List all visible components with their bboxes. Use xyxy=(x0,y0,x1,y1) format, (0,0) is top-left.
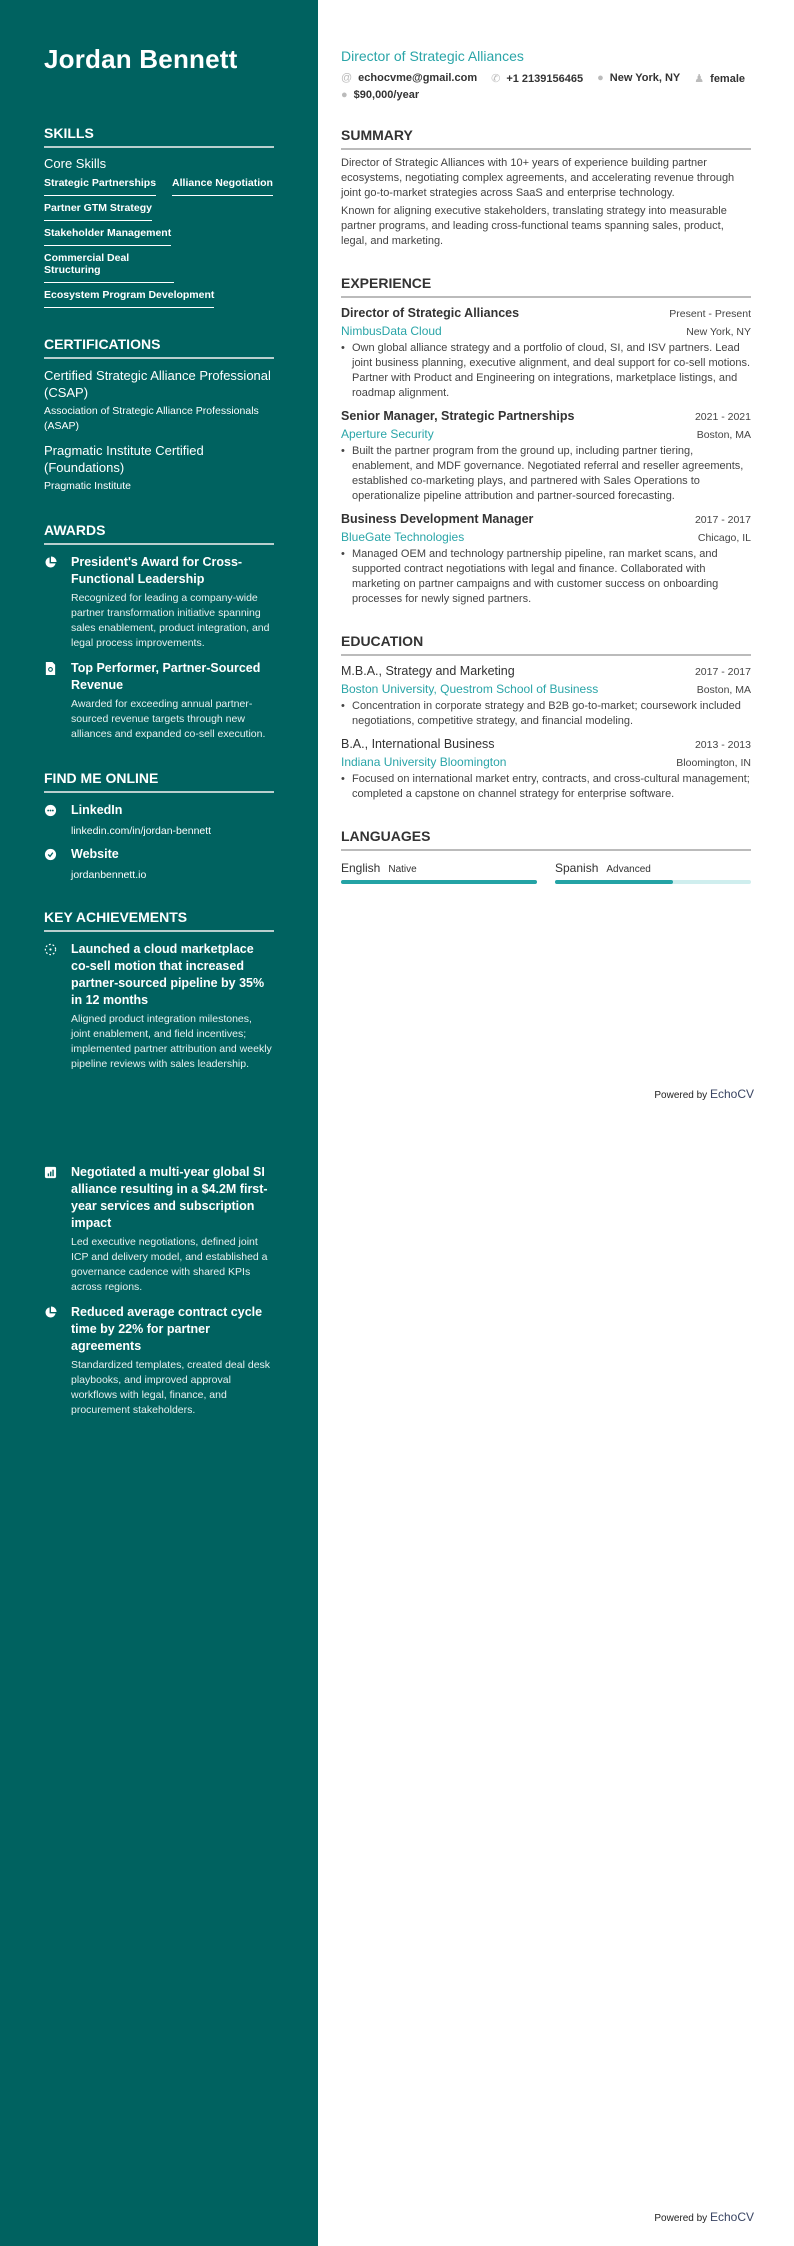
location: New York, NY xyxy=(609,72,681,84)
skills-heading: SKILLS xyxy=(44,125,274,148)
position-title: Director of Strategic Alliances xyxy=(341,306,520,320)
sidebar xyxy=(0,1123,318,2246)
language-item xyxy=(555,859,751,884)
person-icon: ♟ xyxy=(694,73,705,85)
experience-item xyxy=(341,401,751,504)
degree: B.A., International Business xyxy=(341,737,495,751)
pie-chart-icon xyxy=(44,1304,71,1418)
footer-brand[interactable]: EchoCV xyxy=(709,2210,754,2224)
phone-item xyxy=(491,72,583,85)
company-name: BlueGate Technologies xyxy=(341,530,465,544)
company-location: Boston, MA xyxy=(696,429,751,441)
location-item xyxy=(597,72,680,85)
experience-bullet: • Managed OEM and technology partnership pipeline, ran market scans, and supported contract negotiations with legal and finance. Collaborated with marketing on partner campaigns and with customer success on onboarding processes for newly signed partners. xyxy=(352,547,751,607)
achievement-item xyxy=(44,1164,274,1295)
dashed-circle-icon xyxy=(44,941,71,1072)
position-dates: Present - Present xyxy=(669,308,751,320)
footer-powered-by xyxy=(654,1087,754,1101)
email-item xyxy=(341,72,477,85)
achievement-description: Aligned product integration milestones, joint enablement, and field incentives; implemented partner attribution and weekly pipeline reviews with sales leadership. xyxy=(71,1013,272,1070)
footer-prefix: Powered by xyxy=(654,2213,708,2224)
certification-title: Certified Strategic Alliance Professional (CSAP) xyxy=(44,368,271,400)
email[interactable]: echocvme@gmail.com xyxy=(358,72,478,84)
sidebar xyxy=(0,0,318,1123)
language-proficiency-bar xyxy=(555,880,751,884)
school-name: Boston University, Questrom School of Business xyxy=(341,682,599,696)
skill-tag: Strategic Partnerships xyxy=(44,173,156,196)
skills-group: Core Skills xyxy=(44,156,107,171)
achievement-item xyxy=(44,1304,274,1418)
experience-heading: EXPERIENCE xyxy=(341,275,751,298)
language-proficiency-bar xyxy=(341,880,537,884)
languages-heading: LANGUAGES xyxy=(341,828,751,851)
salary-item xyxy=(341,89,419,101)
gender: female xyxy=(710,73,746,85)
award-description: Recognized for leading a company-wide partner transformation initiative spanning sales enablement, product integration, and legal process improvements. xyxy=(71,592,270,649)
position-dates: 2017 - 2017 xyxy=(694,514,751,526)
languages-list xyxy=(341,859,751,884)
company-location: Chicago, IL xyxy=(697,532,751,544)
education-bullet: • Concentration in corporate strategy and B2B go-to-market; coursework included negotiations, competitive strategy, and financial modeling. xyxy=(352,699,751,729)
achievement-title: Negotiated a multi-year global SI alliance resulting in a $4.2M first-year services and subscription impact xyxy=(71,1165,268,1230)
education-dates: 2013 - 2013 xyxy=(694,739,751,751)
school-location: Bloomington, IN xyxy=(676,757,751,769)
contact-info xyxy=(341,72,751,101)
key-achievements-heading: KEY ACHIEVEMENTS xyxy=(44,909,274,932)
position-title: Senior Manager, Strategic Partnerships xyxy=(341,409,575,423)
pie-chart-icon xyxy=(44,554,71,651)
certification-title: Pragmatic Institute Certified (Foundations) xyxy=(44,443,204,475)
experience-bullet: • Own global alliance strategy and a portfolio of cloud, SI, and ISV partners. Lead joint business planning, executive alignment, and deal support for co-sell motions. Partner with Product and Engineering on integrations, marketplace listings, and roadmap alignment. xyxy=(352,341,751,401)
award-item xyxy=(44,660,274,742)
phone: +1 2139156465 xyxy=(506,73,584,85)
school-name: Indiana University Bloomington xyxy=(341,755,507,769)
award-title: Top Performer, Partner-Sourced Revenue xyxy=(71,661,261,692)
money-icon: ● xyxy=(341,89,348,101)
achievement-description: Led executive negotiations, defined joint ICP and delivery model, and established a governance cadence with shared KPIs across regions. xyxy=(71,1236,268,1293)
company-name: NimbusData Cloud xyxy=(341,324,442,338)
summary-paragraph: Director of Strategic Alliances with 10+ years of experience building partner ecosystems, negotiating complex agreements, and accelerating revenue through joint go-to-market strategies across SaaS and enterprise technology. xyxy=(341,157,735,199)
education-bullet: • Focused on international market entry, contracts, and cross-cultural management; completed a capstone on channel strategy for enterprise software. xyxy=(352,772,751,802)
position-dates: 2021 - 2021 xyxy=(694,411,751,423)
online-item-linkedin xyxy=(44,802,274,837)
candidate-name: Jordan Bennett xyxy=(44,44,238,74)
page-2 xyxy=(0,1123,794,2246)
experience-item xyxy=(341,504,751,607)
online-label: LinkedIn xyxy=(71,803,123,817)
skill-tag: Stakeholder Management xyxy=(44,223,171,246)
language-name: Spanish xyxy=(555,861,599,875)
summary-paragraph: Known for aligning executive stakeholders, translating strategy into measurable partner programs, and leading cross-functional teams spanning sales, product, legal, and marketing. xyxy=(341,205,727,247)
online-label: Website xyxy=(71,847,119,861)
award-description: Awarded for exceeding annual partner-sourced revenue targets through new alliances and expanded co-sell execution. xyxy=(71,698,266,740)
at-icon: @ xyxy=(341,72,353,84)
main-content xyxy=(341,0,751,884)
experience-item xyxy=(341,298,751,401)
experience-bullet: • Built the partner program from the ground up, including partner tiering, enablement, and MDF governance. Negotiated referral and reseller agreements, established co-marketing plays, and partnered with Sales Operations to operationalize pipeline attribution and partner-sourced forecasting. xyxy=(352,444,751,504)
education-item xyxy=(341,729,751,802)
salary: $90,000/year xyxy=(353,89,420,101)
achievement-title: Launched a cloud marketplace co-sell motion that increased partner-sourced pipeline by 35% in 12 months xyxy=(71,942,265,1007)
award-item xyxy=(44,554,274,651)
bar-chart-icon xyxy=(44,1164,71,1295)
certification-issuer: Association of Strategic Alliance Professionals (ASAP) xyxy=(44,405,259,432)
phone-icon: ✆ xyxy=(491,73,501,85)
footer-brand[interactable]: EchoCV xyxy=(709,1087,754,1101)
linkedin-link[interactable]: linkedin.com/in/jordan-bennett xyxy=(71,825,212,837)
skill-tag: Partner GTM Strategy xyxy=(44,198,152,221)
company-name: Aperture Security xyxy=(341,427,434,441)
skills-list xyxy=(44,171,274,308)
language-level: Native xyxy=(388,864,417,875)
summary-heading: SUMMARY xyxy=(341,127,751,150)
education-dates: 2017 - 2017 xyxy=(694,666,751,678)
achievement-title: Reduced average contract cycle time by 22% for partner agreements xyxy=(71,1305,263,1353)
company-location: New York, NY xyxy=(686,326,751,338)
education-item xyxy=(341,656,751,729)
online-item-website xyxy=(44,846,274,881)
achievement-description: Standardized templates, created deal desk playbooks, and improved approval workflows with legal, finance, and procurement stakeholders. xyxy=(71,1359,271,1416)
language-item xyxy=(341,859,537,884)
skill-tag: Commercial Deal Structuring xyxy=(44,248,174,283)
language-proficiency-fill xyxy=(341,880,537,884)
education-heading: EDUCATION xyxy=(341,633,751,656)
footer-powered-by xyxy=(654,2210,754,2224)
certification-issuer: Pragmatic Institute xyxy=(44,480,131,492)
degree: M.B.A., Strategy and Marketing xyxy=(341,664,515,678)
check-circle-icon xyxy=(44,846,71,881)
skill-tag: Alliance Negotiation xyxy=(172,173,273,196)
position-title: Business Development Manager xyxy=(341,512,534,526)
chat-icon xyxy=(44,802,71,837)
skill-tag: Ecosystem Program Development xyxy=(44,285,214,308)
award-title: President's Award for Cross-Functional Leadership xyxy=(71,555,243,586)
footer-prefix: Powered by xyxy=(654,1090,708,1101)
language-level: Advanced xyxy=(606,864,651,875)
school-location: Boston, MA xyxy=(696,684,751,696)
find-me-online-heading: FIND ME ONLINE xyxy=(44,770,274,793)
awards-heading: AWARDS xyxy=(44,522,274,545)
document-search-icon xyxy=(44,660,71,742)
language-name: English xyxy=(341,861,381,875)
website-link[interactable]: jordanbennett.io xyxy=(71,869,147,881)
language-proficiency-fill xyxy=(555,880,673,884)
certifications-heading: CERTIFICATIONS xyxy=(44,336,274,359)
gender-item xyxy=(694,72,745,85)
job-title: Director of Strategic Alliances xyxy=(341,48,524,64)
achievement-item xyxy=(44,941,274,1072)
location-pin-icon: ● xyxy=(597,72,604,84)
